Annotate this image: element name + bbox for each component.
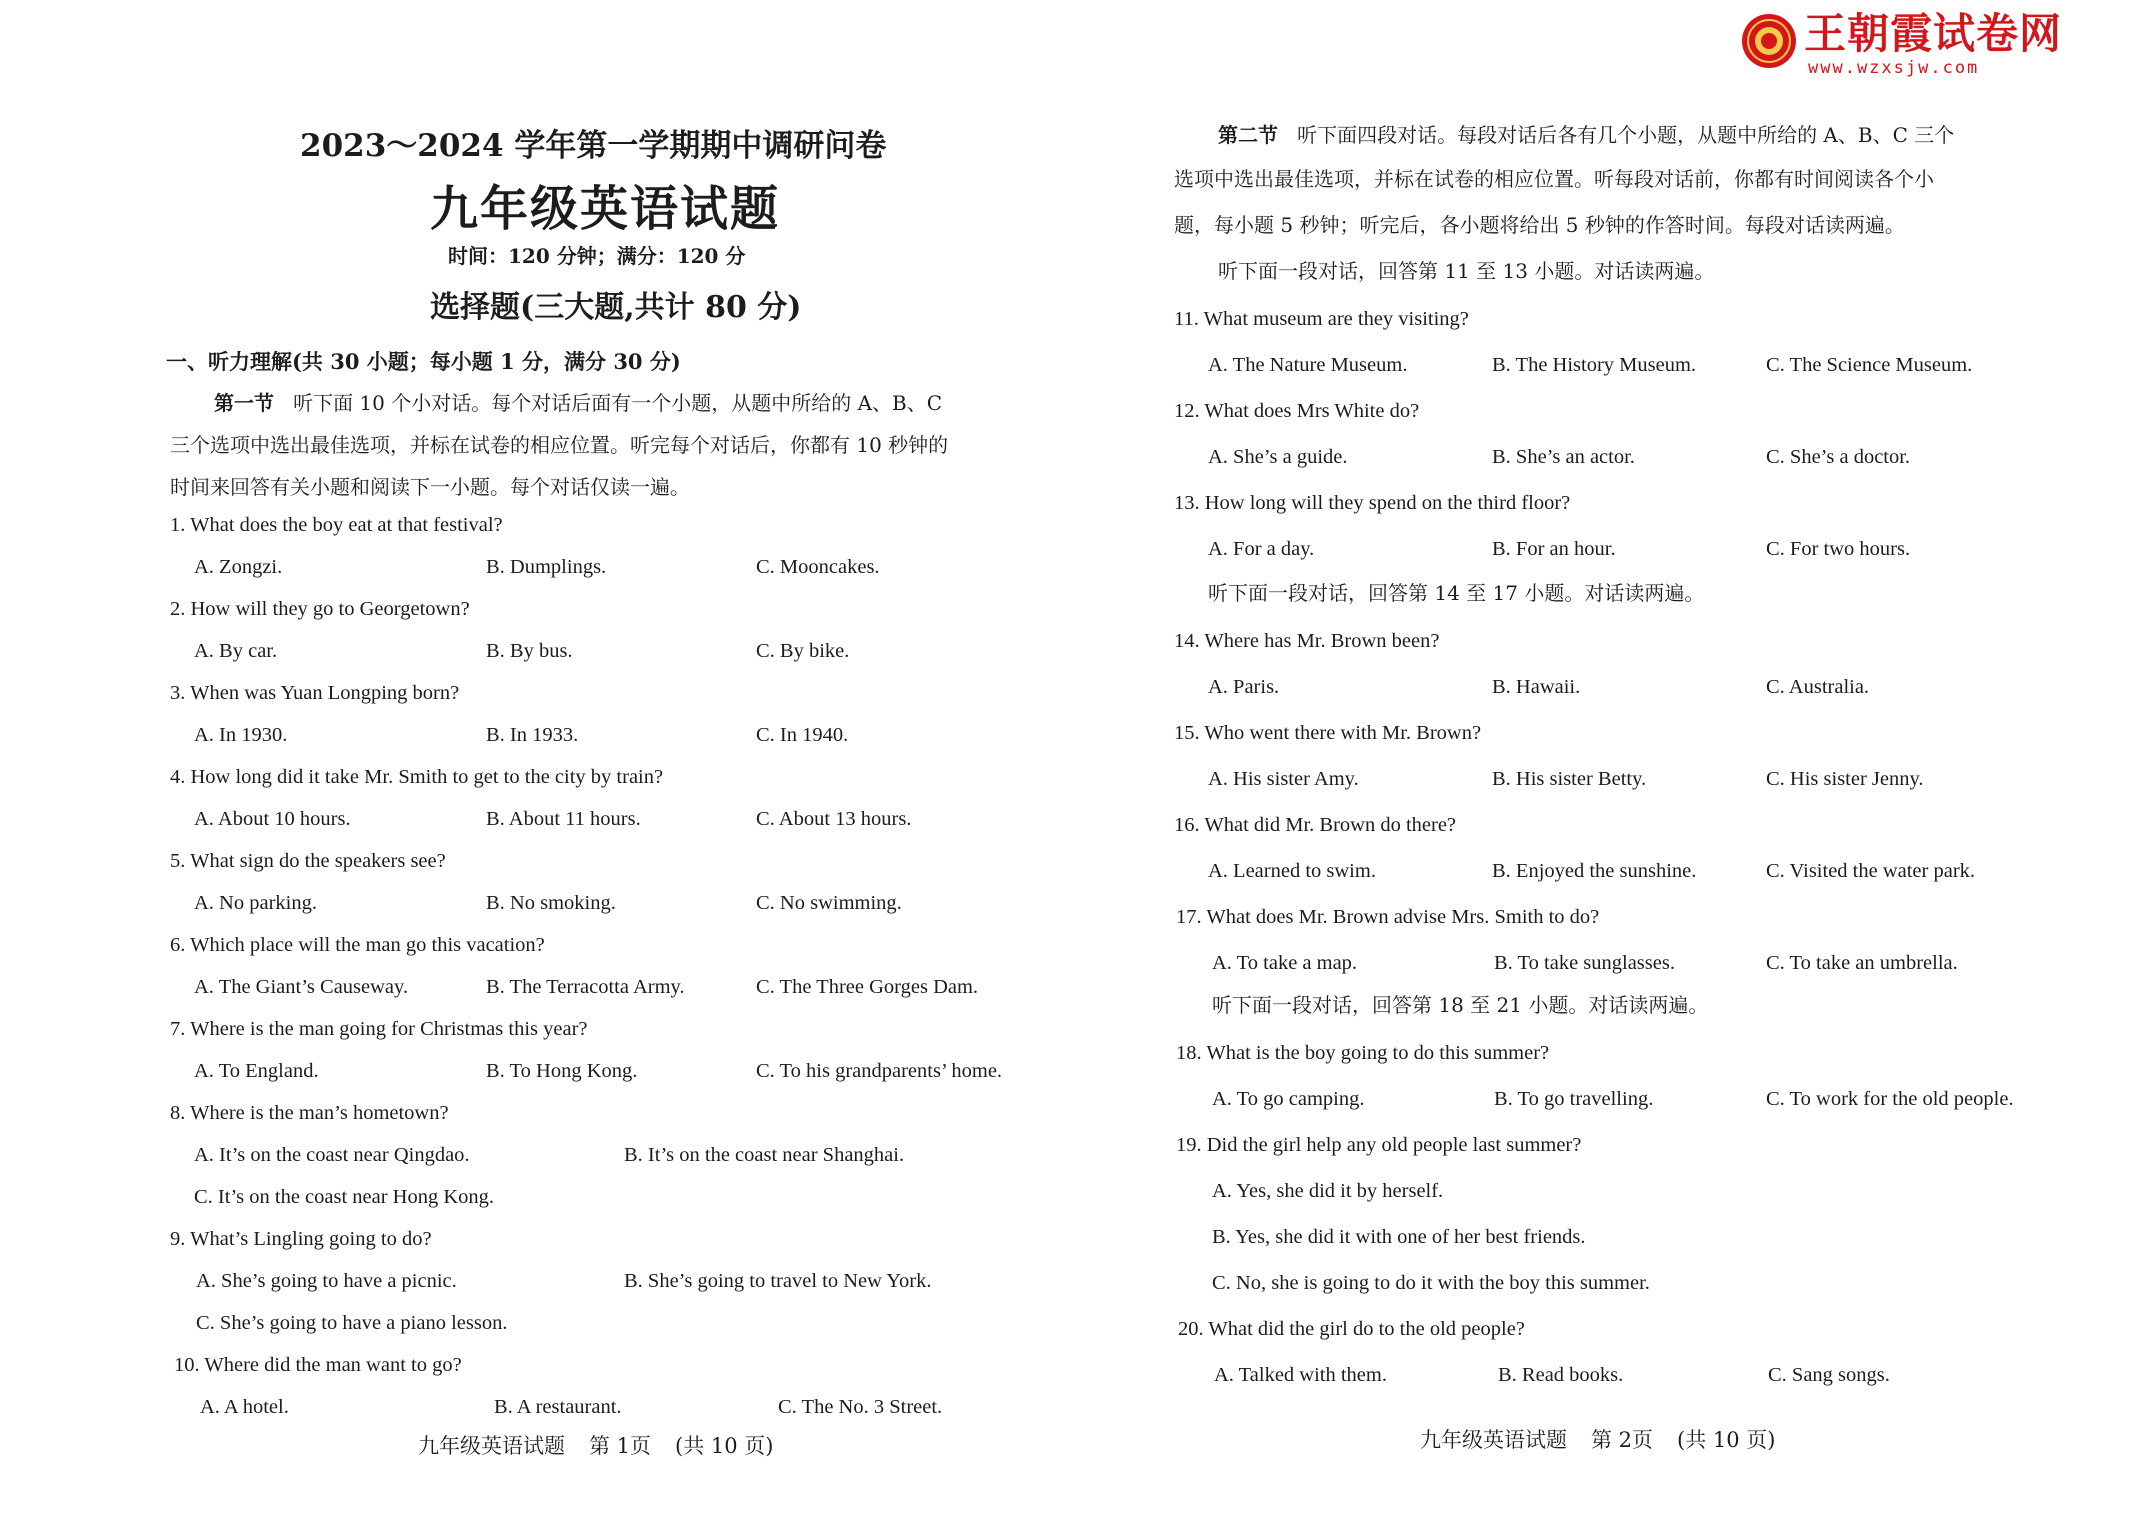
option-12c: C. She’s a doctor.: [1766, 446, 1911, 468]
option-17a: A. To take a map.: [1212, 952, 1358, 974]
option-9a: A. She’s going to have a picnic.: [196, 1270, 457, 1292]
option-5b: B. No smoking.: [486, 892, 616, 914]
option-10c: C. The No. 3 Street.: [778, 1396, 943, 1418]
instruction-14-17: 听下面一段对话，回答第 14 至 17 小题。对话读两遍。: [1208, 581, 1705, 605]
option-5a: A. No parking.: [194, 892, 317, 914]
option-13b: B. For an hour.: [1492, 538, 1616, 560]
sec2-line-3: 题，每小题 5 秒钟；听完后，各小题将给出 5 秒钟的作答时间。每段对话读两遍。: [1174, 213, 1905, 237]
option-4a: A. About 10 hours.: [194, 808, 351, 830]
option-11c: C. The Science Museum.: [1766, 354, 1973, 376]
question-13: 13. How long will they spend on the third floor?: [1174, 492, 1571, 514]
logo-text: 王朝霞试卷网: [1804, 9, 2063, 58]
option-17c: C. To take an umbrella.: [1766, 952, 1958, 974]
option-16c: C. Visited the water park.: [1766, 860, 1976, 882]
option-9b: B. She’s going to travel to New York.: [624, 1270, 932, 1292]
sec1-line-3: 时间来回答有关小题和阅读下一小题。每个对话仅读一遍。: [170, 475, 690, 499]
option-13a: A. For a day.: [1208, 538, 1315, 560]
question-6: 6. Which place will the man go this vacation?: [170, 934, 545, 956]
sec1-line-1: 第一节 听下面 10 个小对话。每个对话后面有一个小题，从题中所给的 A、B、C: [214, 391, 943, 415]
option-4b: B. About 11 hours.: [486, 808, 641, 830]
option-15c: C. His sister Jenny.: [1766, 768, 1924, 790]
option-8b: B. It’s on the coast near Shanghai.: [624, 1144, 905, 1166]
option-7b: B. To Hong Kong.: [486, 1060, 638, 1082]
option-16b: B. Enjoyed the sunshine.: [1492, 860, 1697, 882]
question-5: 5. What sign do the speakers see?: [170, 850, 446, 872]
option-13c: C. For two hours.: [1766, 538, 1911, 560]
option-14a: A. Paris.: [1208, 676, 1280, 698]
question-18: 18. What is the boy going to do this summer?: [1176, 1042, 1550, 1064]
option-6b: B. The Terracotta Army.: [486, 976, 685, 998]
option-7a: A. To England.: [194, 1060, 319, 1082]
option-2b: B. By bus.: [486, 640, 573, 662]
option-3b: B. In 1933.: [486, 724, 579, 746]
option-2c: C. By bike.: [756, 640, 850, 662]
option-15a: A. His sister Amy.: [1208, 768, 1359, 790]
option-12b: B. She’s an actor.: [1492, 446, 1635, 468]
option-6c: C. The Three Gorges Dam.: [756, 976, 979, 998]
question-8: 8. Where is the man’s hometown?: [170, 1102, 449, 1124]
option-12a: A. She’s a guide.: [1208, 446, 1348, 468]
option-1c: C. Mooncakes.: [756, 556, 880, 578]
page-footer-2: 九年级英语试题 第 2页 (共 10 页): [1420, 1428, 1776, 1452]
question-20: 20. What did the girl do to the old people?: [1178, 1318, 1525, 1340]
question-16: 16. What did Mr. Brown do there?: [1174, 814, 1457, 836]
option-2a: A. By car.: [194, 640, 278, 662]
question-10: 10. Where did the man want to go?: [174, 1354, 462, 1376]
option-3a: A. In 1930.: [194, 724, 288, 746]
page-footer-1: 九年级英语试题 第 1页 (共 10 页): [418, 1434, 774, 1458]
option-11b: B. The History Museum.: [1492, 354, 1697, 376]
option-18a: A. To go camping.: [1212, 1088, 1365, 1110]
option-20b: B. Read books.: [1498, 1364, 1624, 1386]
section-choice-heading: 选择题(三大题,共计 80 分): [430, 290, 802, 325]
instruction-11-13: 听下面一段对话，回答第 11 至 13 小题。对话读两遍。: [1218, 259, 1715, 283]
sec1-line-2: 三个选项中选出最佳选项，并标在试卷的相应位置。听完每个对话后，你都有 10 秒钟的: [170, 433, 949, 457]
option-7c: C. To his grandparents’ home.: [756, 1060, 1003, 1082]
option-18c: C. To work for the old people.: [1766, 1088, 2014, 1110]
option-14c: C. Australia.: [1766, 676, 1870, 698]
option-17b: B. To take sunglasses.: [1494, 952, 1675, 974]
option-15b: B. His sister Betty.: [1492, 768, 1647, 790]
option-10a: A. A hotel.: [200, 1396, 289, 1418]
option-8c: C. It’s on the coast near Hong Kong.: [194, 1186, 495, 1208]
question-17: 17. What does Mr. Brown advise Mrs. Smith to do?: [1176, 906, 1600, 928]
option-19b: B. Yes, she did it with one of her best friends.: [1212, 1226, 1586, 1248]
exam-page-1: [0, 0, 1066, 1525]
question-14: 14. Where has Mr. Brown been?: [1174, 630, 1440, 652]
question-11: 11. What museum are they visiting?: [1174, 308, 1469, 330]
exam-page-2: [1066, 0, 2133, 1525]
option-5c: C. No swimming.: [756, 892, 902, 914]
option-1b: B. Dumplings.: [486, 556, 607, 578]
sec2-line-1: 第二节 听下面四段对话。每段对话后各有几个小题，从题中所给的 A、B、C 三个: [1218, 123, 1955, 147]
part1-heading: 一、听力理解(共 30 小题；每小题 1 分，满分 30 分): [166, 349, 681, 374]
option-19c: C. No, she is going to do it with the boy this summer.: [1212, 1272, 1650, 1294]
instruction-18-21: 听下面一段对话，回答第 18 至 21 小题。对话读两遍。: [1212, 993, 1709, 1017]
question-9: 9. What’s Lingling going to do?: [170, 1228, 432, 1250]
sec2-label: 第二节: [1218, 123, 1278, 147]
option-6a: A. The Giant’s Causeway.: [194, 976, 409, 998]
option-4c: C. About 13 hours.: [756, 808, 912, 830]
question-4: 4. How long did it take Mr. Smith to get to the city by train?: [170, 766, 664, 788]
question-15: 15. Who went there with Mr. Brown?: [1174, 722, 1482, 744]
option-19a: A. Yes, she did it by herself.: [1212, 1180, 1444, 1202]
option-11a: A. The Nature Museum.: [1208, 354, 1408, 376]
option-16a: A. Learned to swim.: [1208, 860, 1376, 882]
logo-url: www.wzxsjw.com: [1808, 58, 1980, 78]
option-18b: B. To go travelling.: [1494, 1088, 1654, 1110]
question-1: 1. What does the boy eat at that festival?: [170, 514, 503, 536]
question-19: 19. Did the girl help any old people last summer?: [1176, 1134, 1582, 1156]
question-3: 3. When was Yuan Longping born?: [170, 682, 460, 704]
option-8a: A. It’s on the coast near Qingdao.: [194, 1144, 470, 1166]
option-9c: C. She’s going to have a piano lesson.: [196, 1312, 508, 1334]
sec1-label: 第一节: [214, 391, 274, 415]
option-10b: B. A restaurant.: [494, 1396, 622, 1418]
question-12: 12. What does Mrs White do?: [1174, 400, 1420, 422]
question-7: 7. Where is the man going for Christmas this year?: [170, 1018, 588, 1040]
option-3c: C. In 1940.: [756, 724, 849, 746]
option-1a: A. Zongzi.: [194, 556, 283, 578]
question-2: 2. How will they go to Georgetown?: [170, 598, 470, 620]
option-20c: C. Sang songs.: [1768, 1364, 1890, 1386]
option-14b: B. Hawaii.: [1492, 676, 1581, 698]
exam-term-line: 2023～2024 学年第一学期期中调研问卷: [300, 128, 887, 164]
exam-title: 九年级英语试题: [430, 181, 781, 237]
exam-time-line: 时间：120 分钟；满分：120 分: [448, 244, 746, 268]
option-20a: A. Talked with them.: [1214, 1364, 1387, 1386]
sec2-line-2: 选项中选出最佳选项，并标在试卷的相应位置。听每段对话前，你都有时间阅读各个小: [1174, 167, 1934, 191]
